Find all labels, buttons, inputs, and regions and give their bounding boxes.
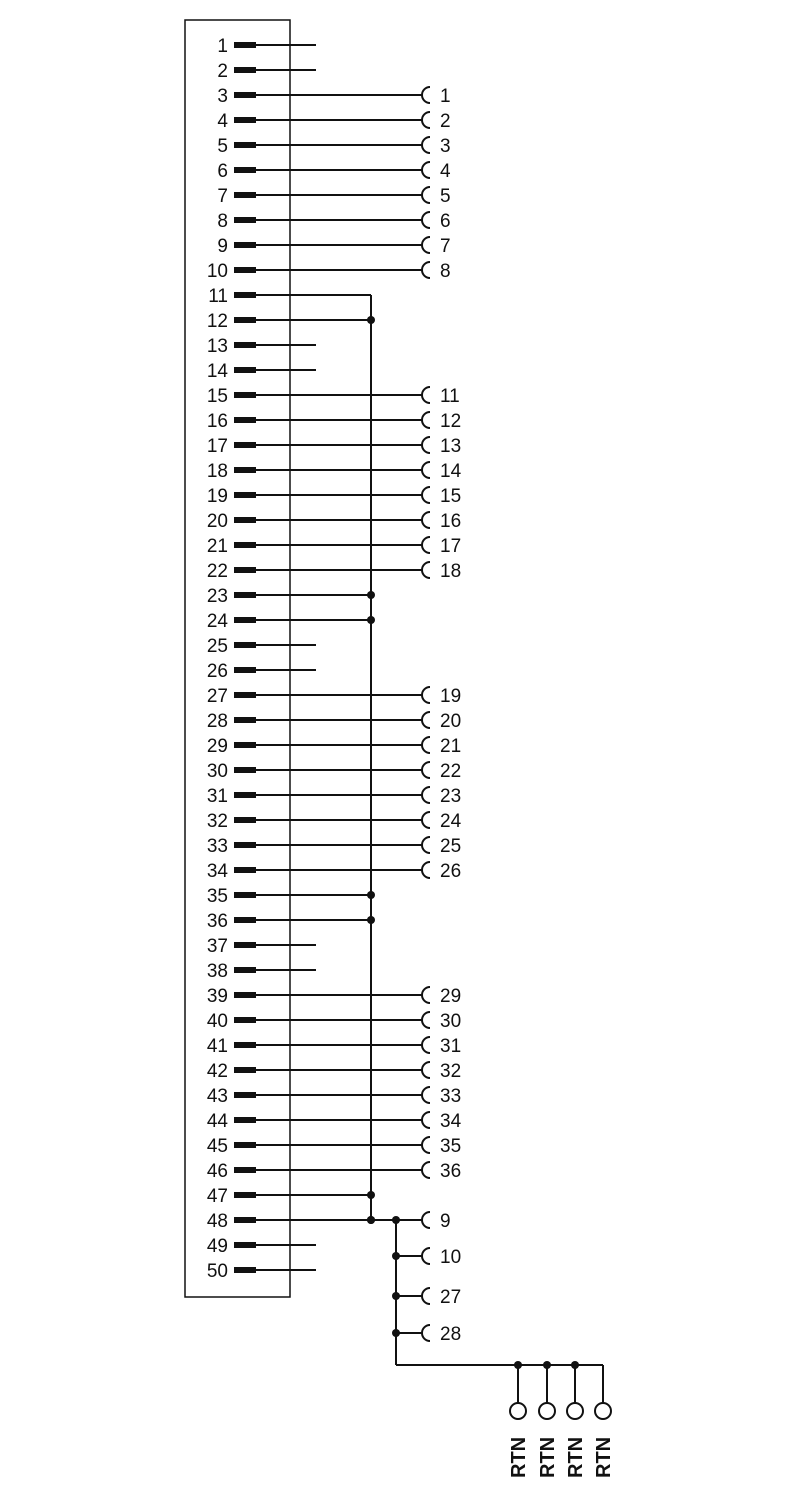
pin-number: 50 (206, 1261, 228, 1282)
pin-contact (234, 467, 256, 473)
terminal-symbol (422, 162, 430, 178)
pin-number: 6 (217, 161, 228, 182)
rtn-terminal-symbol (567, 1403, 583, 1419)
pin-contact (234, 792, 256, 798)
pin-number: 45 (206, 1136, 228, 1157)
terminal-symbol (422, 1248, 430, 1264)
terminal-symbol (422, 1288, 430, 1304)
terminal-symbol (422, 1325, 430, 1341)
terminal-number: 26 (440, 861, 462, 882)
pin-number: 2 (217, 61, 228, 82)
pin-number: 23 (206, 586, 228, 607)
pin-number: 12 (206, 311, 228, 332)
pin-number: 34 (206, 861, 228, 882)
terminal-symbol (422, 1087, 430, 1103)
pin-contact (234, 67, 256, 73)
pin-contact (234, 1117, 256, 1123)
terminal-number: 14 (440, 461, 462, 482)
pin-contact (234, 892, 256, 898)
pin-contact (234, 817, 256, 823)
pin-contact (234, 317, 256, 323)
pin-number: 46 (206, 1161, 228, 1182)
terminal-number: 13 (440, 436, 462, 457)
connector-housing (185, 20, 290, 1297)
pin-contact (234, 1042, 256, 1048)
pin-number: 48 (206, 1211, 228, 1232)
pin-contact (234, 92, 256, 98)
terminal-symbol (422, 187, 430, 203)
return-junction-dot (392, 1329, 400, 1337)
terminal-symbol (422, 1012, 430, 1028)
pin-number: 7 (217, 186, 228, 207)
terminal-symbol (422, 462, 430, 478)
pin-contact (234, 1267, 256, 1273)
pin-contact (234, 767, 256, 773)
pin-contact (234, 742, 256, 748)
pin-contact (234, 342, 256, 348)
pin-number: 3 (217, 86, 228, 107)
pin-number: 42 (206, 1061, 228, 1082)
terminal-symbol (422, 737, 430, 753)
terminal-symbol (422, 687, 430, 703)
terminal-number: 2 (440, 111, 451, 132)
terminal-number: 17 (440, 536, 462, 557)
return-junction-dot (392, 1292, 400, 1300)
terminal-symbol (422, 137, 430, 153)
pin-number: 38 (206, 961, 228, 982)
pin-contact (234, 917, 256, 923)
pin-number: 35 (206, 886, 228, 907)
rtn-label: RTN (508, 1436, 530, 1478)
pin-number: 43 (206, 1086, 228, 1107)
pin-contact (234, 867, 256, 873)
terminal-symbol (422, 87, 430, 103)
terminal-symbol (422, 262, 430, 278)
pin-contact (234, 592, 256, 598)
rtn-label: RTN (565, 1436, 587, 1478)
terminal-number: 33 (440, 1086, 462, 1107)
pin-number: 5 (217, 136, 228, 157)
terminal-number: 11 (440, 386, 460, 407)
terminal-number: 24 (440, 811, 462, 832)
terminal-symbol (422, 537, 430, 553)
pin-number: 17 (206, 436, 228, 457)
pin-number: 16 (206, 411, 228, 432)
terminal-symbol (422, 712, 430, 728)
terminal-number: 15 (440, 486, 462, 507)
terminal-number: 31 (440, 1036, 462, 1057)
pin-contact (234, 1217, 256, 1223)
terminal-symbol (422, 812, 430, 828)
pin-contact (234, 117, 256, 123)
terminal-number: 3 (440, 136, 451, 157)
return-outputs (396, 1361, 615, 1478)
connector (185, 20, 290, 1297)
terminal-symbol (422, 1112, 430, 1128)
terminal-number: 20 (440, 711, 462, 732)
pin-contact (234, 667, 256, 673)
terminal-number: 28 (440, 1324, 462, 1345)
terminal-number: 16 (440, 511, 462, 532)
terminal-number: 5 (440, 186, 451, 207)
terminal-symbol (422, 562, 430, 578)
terminal-symbol (422, 487, 430, 503)
pin-contact (234, 692, 256, 698)
pin-number: 18 (206, 461, 228, 482)
terminal-number: 32 (440, 1061, 462, 1082)
pin-contact (234, 1242, 256, 1248)
pin-contact (234, 567, 256, 573)
terminal-symbol (422, 237, 430, 253)
terminal-number: 36 (440, 1161, 462, 1182)
terminal-number: 23 (440, 786, 462, 807)
terminal-symbol (422, 787, 430, 803)
common-bus (367, 295, 422, 1365)
terminal-number: 1 (440, 86, 451, 107)
pin-contact (234, 542, 256, 548)
pin-contact (234, 1092, 256, 1098)
terminal-symbol (422, 1212, 430, 1228)
pin-contact (234, 167, 256, 173)
terminal-symbol (422, 212, 430, 228)
terminal-number: 9 (440, 1211, 451, 1232)
terminal-symbol (422, 762, 430, 778)
terminal-number: 6 (440, 211, 451, 232)
pin-contact (234, 717, 256, 723)
pin-contact (234, 492, 256, 498)
terminal-symbol (422, 1162, 430, 1178)
pin-number: 9 (217, 236, 228, 257)
terminal-number: 22 (440, 761, 462, 782)
terminal-symbol (422, 412, 430, 428)
pin-contact (234, 192, 256, 198)
pin-contact (234, 292, 256, 298)
terminal-number: 34 (440, 1111, 462, 1132)
terminal-symbol (422, 112, 430, 128)
pin-contact (234, 142, 256, 148)
pin-number: 26 (206, 661, 228, 682)
pin-number: 11 (208, 286, 228, 307)
pin-number: 30 (206, 761, 228, 782)
terminal-number: 8 (440, 261, 451, 282)
rtn-label: RTN (537, 1436, 559, 1478)
terminal-number: 19 (440, 686, 462, 707)
pin-number: 37 (206, 936, 228, 957)
pin-number: 22 (206, 561, 228, 582)
pin-number: 44 (206, 1111, 228, 1132)
terminal-number: 7 (440, 236, 451, 257)
pin-contact (234, 42, 256, 48)
pin-number: 49 (206, 1236, 228, 1257)
terminal-symbol (422, 512, 430, 528)
pin-number: 15 (206, 386, 228, 407)
pin-number: 21 (206, 536, 228, 557)
pin-number: 8 (217, 211, 228, 232)
pin-number: 31 (206, 786, 228, 807)
pin-number: 14 (206, 361, 228, 382)
pin-contact (234, 517, 256, 523)
pin-contact (234, 392, 256, 398)
terminal-number: 30 (440, 1011, 462, 1032)
pin-number: 19 (206, 486, 228, 507)
rtn-label: RTN (593, 1436, 615, 1478)
terminal-symbol (422, 987, 430, 1003)
pin-number: 10 (206, 261, 228, 282)
pin-number: 47 (206, 1186, 228, 1207)
terminal-number: 12 (440, 411, 462, 432)
terminal-symbol (422, 837, 430, 853)
pin-number: 20 (206, 511, 228, 532)
pin-contact (234, 217, 256, 223)
pin-contact (234, 417, 256, 423)
pin-number: 25 (206, 636, 228, 657)
rtn-terminal-symbol (595, 1403, 611, 1419)
pin-number: 40 (206, 1011, 228, 1032)
pin-contact (234, 967, 256, 973)
terminal-number: 29 (440, 986, 462, 1007)
pin-number: 36 (206, 911, 228, 932)
pin-contact (234, 992, 256, 998)
pin-contact (234, 942, 256, 948)
pin-number: 24 (206, 611, 228, 632)
pin-number: 4 (217, 111, 228, 132)
terminal-symbol (422, 387, 430, 403)
pin-contact (234, 642, 256, 648)
pin-contact (234, 442, 256, 448)
terminal-number: 10 (440, 1247, 462, 1268)
pin-number: 29 (206, 736, 228, 757)
pin-contact (234, 1167, 256, 1173)
pin-contact (234, 1067, 256, 1073)
pin-number: 41 (206, 1036, 228, 1057)
pin-contact (234, 242, 256, 248)
pin-contact (234, 1192, 256, 1198)
terminal-number: 21 (440, 736, 462, 757)
pin-number: 39 (206, 986, 228, 1007)
pin-number: 1 (217, 36, 228, 57)
terminal-symbol (422, 1037, 430, 1053)
terminal-symbol (422, 862, 430, 878)
pin-contact (234, 1017, 256, 1023)
pin-contact (234, 267, 256, 273)
terminals (422, 86, 462, 1345)
terminal-symbol (422, 1137, 430, 1153)
terminal-number: 18 (440, 561, 462, 582)
terminal-symbol (422, 437, 430, 453)
pin-number: 27 (206, 686, 228, 707)
wiring (256, 45, 422, 1270)
rtn-terminal-symbol (510, 1403, 526, 1419)
return-junction-dot (392, 1252, 400, 1260)
terminal-number: 35 (440, 1136, 462, 1157)
pin-number: 33 (206, 836, 228, 857)
pin-number: 32 (206, 811, 228, 832)
pin-number: 13 (206, 336, 228, 357)
terminal-number: 4 (440, 161, 451, 182)
pin-contact (234, 1142, 256, 1148)
pin-contact (234, 842, 256, 848)
pin-number: 28 (206, 711, 228, 732)
pin-contact (234, 367, 256, 373)
terminal-number: 25 (440, 836, 462, 857)
terminal-symbol (422, 1062, 430, 1078)
rtn-terminal-symbol (539, 1403, 555, 1419)
pin-contact (234, 617, 256, 623)
terminal-number: 27 (440, 1287, 462, 1308)
